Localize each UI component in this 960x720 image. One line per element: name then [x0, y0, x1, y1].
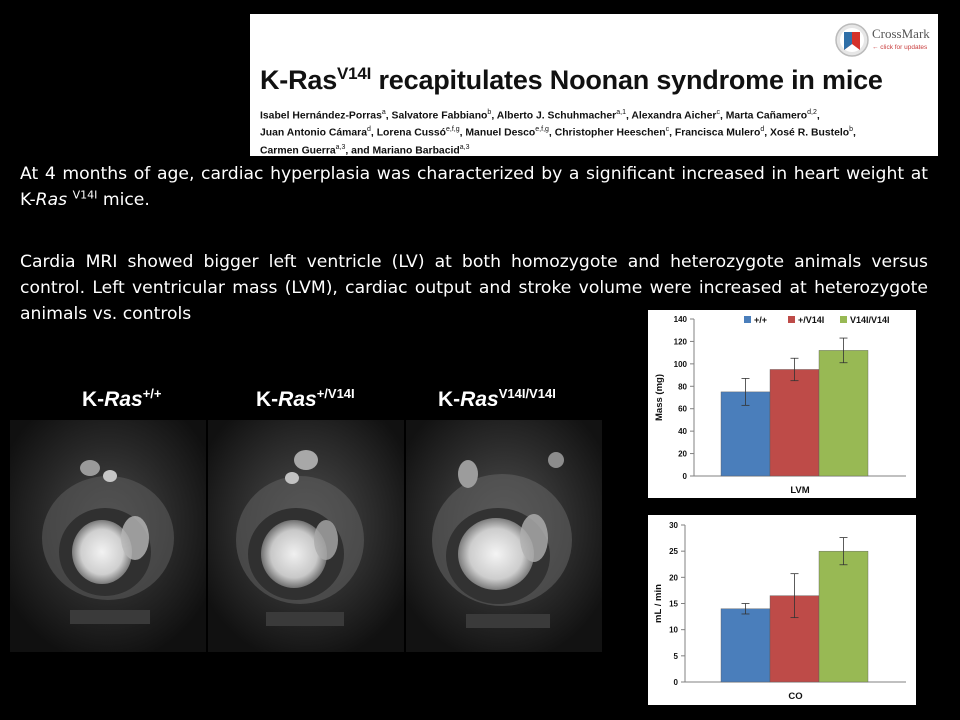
bar-2 [819, 350, 868, 476]
lvm-chart-svg [648, 310, 916, 498]
crossmark-sub: ← click for updates [872, 44, 928, 51]
author-affiliation: a,1 [616, 109, 626, 116]
bar-1 [770, 369, 819, 476]
author-name: Isabel Hernández-Porras [260, 110, 382, 122]
y-tick-label: 10 [669, 625, 678, 635]
author-name: and Mariano Barbacid [351, 145, 460, 157]
author-name: Lorena Cussó [376, 127, 446, 139]
co-chart [648, 515, 916, 705]
legend-swatch-0 [744, 316, 751, 323]
author-affiliation: b [849, 126, 854, 134]
author-name: Christopher Heeschen [554, 127, 666, 139]
legend-swatch-1 [788, 316, 795, 323]
y-tick-label: 30 [669, 521, 678, 530]
author-name: Carmen Guerra [260, 145, 336, 157]
y-tick-label: 40 [678, 427, 687, 437]
co-chart-svg [648, 515, 916, 705]
y-tick-label: 140 [673, 315, 687, 324]
y-axis-label: Mass (mg) [654, 374, 665, 421]
crossmark-name: CrossMark [872, 26, 930, 41]
y-tick-label: 15 [669, 599, 678, 609]
author-affiliation: a,3 [335, 143, 346, 151]
finding-paragraph-1: At 4 months of age, cardiac hyperplasia was characterized by a significant increased in heart weight at K-Ras $^{V14I}$ mice. [20, 164, 928, 210]
y-axis-label: mL / min [653, 584, 664, 623]
author-affiliation: e,f,g [535, 126, 549, 134]
y-tick-label: 120 [673, 337, 687, 347]
author-affiliation: c [665, 126, 670, 134]
y-tick-label: 100 [673, 359, 687, 369]
mri-panel [10, 370, 602, 652]
author-name: Alexandra Aicher [631, 110, 717, 122]
lvm-chart [648, 310, 916, 498]
paper-title: K-Ras$^{V14I}$ recapitulates Noonan syndrome in mice [260, 64, 883, 95]
legend-label-0: +/+ [754, 315, 768, 325]
author-name: Marta Cañamero [725, 110, 808, 122]
mri-image-wt [10, 420, 206, 652]
author-affiliation: b [487, 109, 492, 116]
y-tick-label: 0 [673, 678, 678, 687]
authors-line: Carmen Guerra$^{a,3}$, and Mariano Barbacid$^{a,3}$ [260, 143, 470, 157]
authors-line: Juan Antonio Cámara$^d$, Lorena Cussó$^{e,f,g}$, Manuel Desco$^{e,f,g}$, Christopher Heeschen$^c$, Francisca Mulero$^d$, Xosé R. Bustelo$^b$, [260, 126, 856, 139]
author-affiliation: d [367, 126, 371, 134]
author-name: Xosé R. Bustelo [770, 127, 850, 139]
bar-2 [819, 551, 868, 682]
legend-swatch-2 [840, 316, 847, 323]
author-affiliation: a [381, 109, 386, 116]
mri-image-het [208, 420, 404, 652]
legend-label-1: +/V14I [798, 315, 825, 325]
author-name: Juan Antonio Cámara [260, 127, 368, 139]
mri-label-hom: K-Ras$^{V14I/V14I}$ [438, 386, 556, 411]
x-axis-label: LVM [790, 485, 810, 496]
mri-image-hom [406, 420, 602, 652]
y-tick-label: 80 [678, 382, 687, 392]
mri-label-wt: K-Ras+/+ [82, 386, 162, 411]
mri-label-het: K-Ras$^{+/V14I}$ [256, 386, 355, 411]
author-affiliation: d [760, 126, 765, 134]
x-axis-label: CO [788, 691, 803, 702]
crossmark-badge[interactable] [834, 20, 934, 60]
author-affiliation: e,f,g [446, 126, 460, 134]
y-tick-label: 20 [669, 573, 678, 583]
paper-header [250, 14, 938, 156]
author-name: Manuel Desco [465, 127, 536, 139]
author-affiliation: d,2 [807, 109, 817, 116]
y-tick-label: 0 [682, 472, 687, 481]
crossmark-icon [834, 22, 870, 58]
y-tick-label: 20 [678, 449, 687, 459]
y-tick-label: 60 [678, 404, 687, 414]
finding-paragraph-2: Cardia MRI showed bigger left ventricle (LV) at both homozygote and heterozygote animals versus control. Left ventricular mass (LVM), cardiac output and stroke volume were increased at heterozygote animals vs. controls [20, 252, 928, 324]
author-affiliation: a,3 [459, 143, 470, 151]
author-affiliation: c [716, 109, 720, 116]
author-name: Alberto J. Schuhmacher [496, 110, 617, 122]
legend-label-2: V14I/V14I [850, 315, 890, 325]
authors-line: Isabel Hernández-Porras$^a$, Salvatore Fabbiano$^b$, Alberto J. Schuhmacher$^{a,1}$, Alexandra Aicher$^c$, Marta Cañamero$^{d,2}$, [260, 109, 820, 122]
y-tick-label: 25 [669, 547, 678, 557]
author-name: Salvatore Fabbiano [391, 110, 488, 122]
paper-authors [260, 106, 930, 158]
bar-0 [721, 609, 770, 682]
author-name: Francisca Mulero [674, 127, 761, 139]
y-tick-label: 5 [673, 651, 678, 661]
